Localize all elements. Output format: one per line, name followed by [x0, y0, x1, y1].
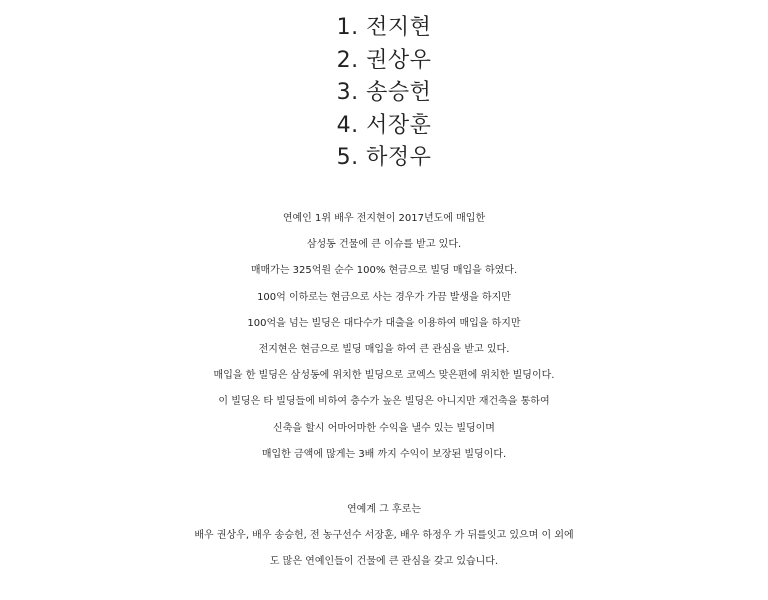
article-paragraph-2	[0, 497, 768, 576]
paragraph-line: 매입한 금액에 많게는 3배 까지 수익이 보장된 빌딩이다.	[261, 448, 507, 460]
ranking-item-5: 5. 하정우	[336, 145, 432, 170]
paragraph-line: 매입을 한 빌딩은 삼성동에 위치한 빌딩으로 코엑스 맞은편에 위치한 빌딩이다.	[213, 370, 555, 382]
paragraph-line: 도 많은 연예인들이 건물에 큰 관심을 갖고 있습니다.	[269, 556, 499, 568]
article-paragraph-1	[0, 206, 768, 468]
paragraph-line: 100억 이하로는 현금으로 사는 경우가 가끔 발생을 하지만	[257, 291, 511, 303]
paragraph-line: 이 빌딩은 타 빌딩들에 비하여 층수가 높은 빌딩은 아니지만 재건축을 통하여	[218, 396, 550, 408]
ranking-item-2: 2. 권상우	[336, 47, 432, 73]
ranking-item-1: 1. 전지현	[336, 15, 432, 40]
celebrity-ranking-list	[0, 12, 768, 175]
paragraph-line: 매매가는 325억원 순수 100% 현금으로 빌딩 매입을 하였다.	[250, 265, 518, 277]
paragraph-line: 배우 권상우, 배우 송승헌, 전 농구선수 서장훈, 배우 하정우 가 뒤를잇고 있으며 이 외에	[194, 530, 574, 542]
ranking-item-3: 3. 송승헌	[336, 80, 432, 105]
paragraph-line: 전지현은 현금으로 빌딩 매입을 하여 큰 관심을 받고 있다.	[258, 344, 510, 356]
paragraph-line: 신축을 할시 어마어마한 수익을 낼수 있는 빌딩이며	[273, 422, 495, 434]
paragraph-line: 100억을 넘는 빌딩은 대다수가 대출을 이용하여 매입을 하지만	[247, 317, 521, 329]
paragraph-line: 연예인 1위 배우 전지현이 2017년도에 매입한	[282, 213, 486, 224]
paragraph-line: 삼성동 건물에 큰 이슈를 받고 있다.	[306, 239, 462, 251]
ranking-item-4: 4. 서장훈	[336, 112, 432, 138]
paragraph-line: 연예계 그 후로는	[347, 504, 421, 515]
